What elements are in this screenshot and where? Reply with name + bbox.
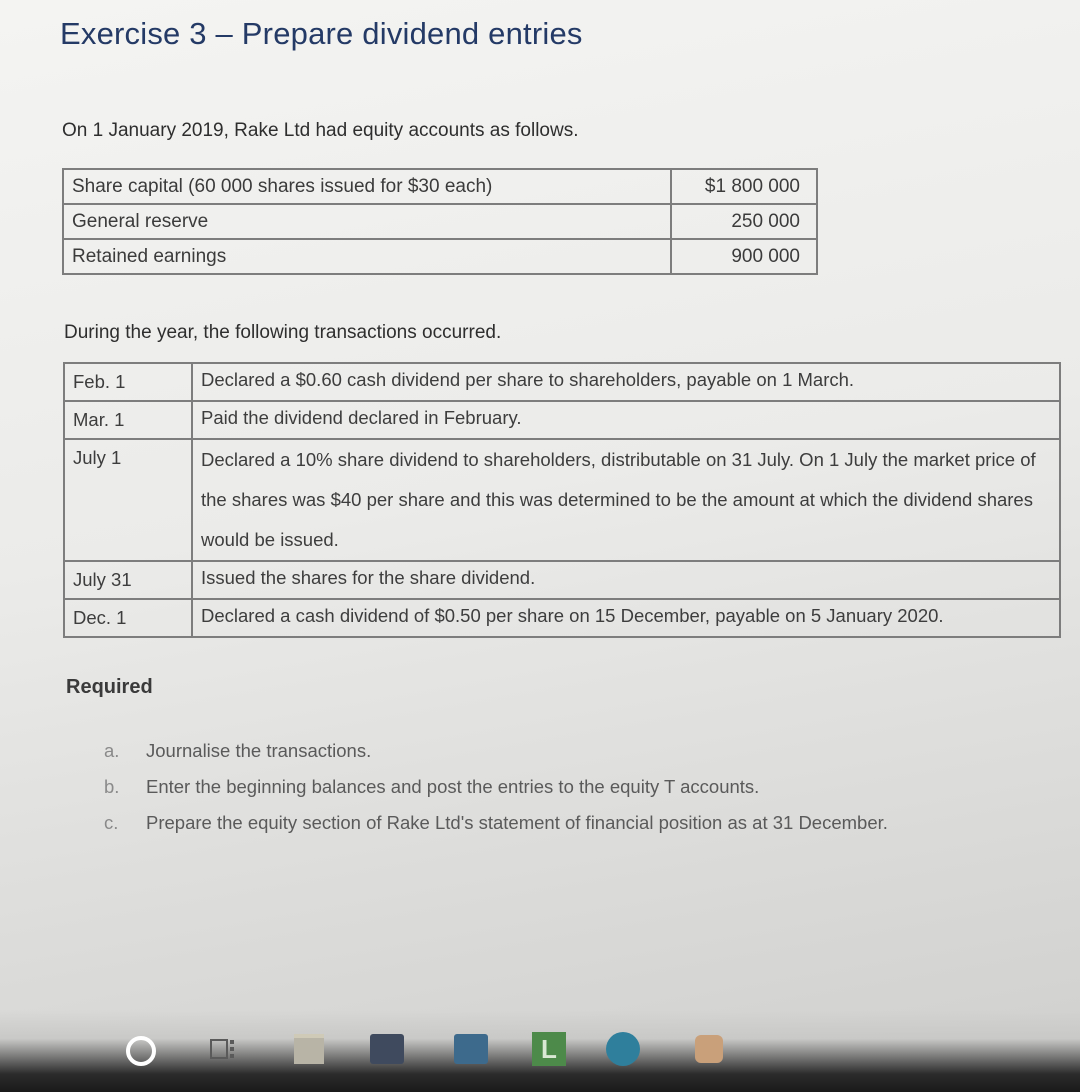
store-icon[interactable] bbox=[368, 1030, 406, 1068]
account-label: General reserve bbox=[63, 204, 671, 239]
list-item-text: Prepare the equity section of Rake Ltd's statement of financial position as at 31 December. bbox=[146, 812, 888, 833]
mail-icon[interactable] bbox=[452, 1030, 490, 1068]
app-icon[interactable] bbox=[690, 1030, 728, 1068]
intro-text: On 1 January 2019, Rake Ltd had equity accounts as follows. bbox=[62, 120, 579, 141]
account-amount: $1 800 000 bbox=[671, 169, 817, 204]
list-item bbox=[104, 812, 888, 838]
account-label: Share capital (60 000 shares issued for $30 each) bbox=[63, 169, 671, 204]
transaction-date: Feb. 1 bbox=[64, 363, 192, 401]
list-item bbox=[104, 740, 888, 766]
table-row bbox=[64, 599, 1060, 637]
list-marker: a. bbox=[104, 740, 120, 761]
transaction-description: Declared a $0.60 cash dividend per share to shareholders, payable on 1 March. bbox=[192, 363, 1060, 401]
list-marker: c. bbox=[104, 812, 119, 833]
transaction-date: Mar. 1 bbox=[64, 401, 192, 439]
table-row bbox=[63, 239, 817, 274]
account-label: Retained earnings bbox=[63, 239, 671, 274]
list-marker: b. bbox=[104, 776, 120, 797]
table-row bbox=[64, 439, 1060, 561]
file-explorer-icon[interactable] bbox=[290, 1030, 328, 1068]
table-row bbox=[64, 401, 1060, 439]
page-title: Exercise 3 – Prepare dividend entries bbox=[60, 16, 583, 51]
transaction-description: Declared a cash dividend of $0.50 per share on 15 December, payable on 5 January 2020. bbox=[192, 599, 1060, 637]
account-amount: 900 000 bbox=[671, 239, 817, 274]
task-view-icon[interactable] bbox=[204, 1030, 242, 1068]
transaction-description: Declared a 10% share dividend to shareholders, distributable on 31 July. On 1 July the market price of the shares was $40 per share and this was determined to be the amount at which the dividend shares would be issued. bbox=[192, 439, 1060, 561]
list-item bbox=[104, 776, 888, 802]
transaction-date: Dec. 1 bbox=[64, 599, 192, 637]
table-row bbox=[64, 363, 1060, 401]
equity-accounts-table bbox=[62, 168, 818, 275]
required-heading: Required bbox=[66, 676, 153, 698]
transaction-date: July 31 bbox=[64, 561, 192, 599]
table-row bbox=[63, 169, 817, 204]
edge-icon[interactable] bbox=[604, 1030, 642, 1068]
transaction-date: July 1 bbox=[64, 439, 192, 561]
launcher-icon[interactable]: L bbox=[530, 1030, 568, 1068]
list-item-text: Enter the beginning balances and post the entries to the equity T accounts. bbox=[146, 776, 760, 797]
taskbar bbox=[0, 1010, 1080, 1092]
transaction-description: Issued the shares for the share dividend. bbox=[192, 561, 1060, 599]
transactions-table bbox=[63, 362, 1061, 638]
table-row bbox=[63, 204, 817, 239]
transactions-intro: During the year, the following transactions occurred. bbox=[64, 322, 502, 343]
start-icon[interactable] bbox=[126, 1036, 156, 1066]
table-row bbox=[64, 561, 1060, 599]
account-amount: 250 000 bbox=[671, 204, 817, 239]
required-list bbox=[104, 740, 888, 848]
list-item-text: Journalise the transactions. bbox=[146, 740, 372, 761]
transaction-description: Paid the dividend declared in February. bbox=[192, 401, 1060, 439]
